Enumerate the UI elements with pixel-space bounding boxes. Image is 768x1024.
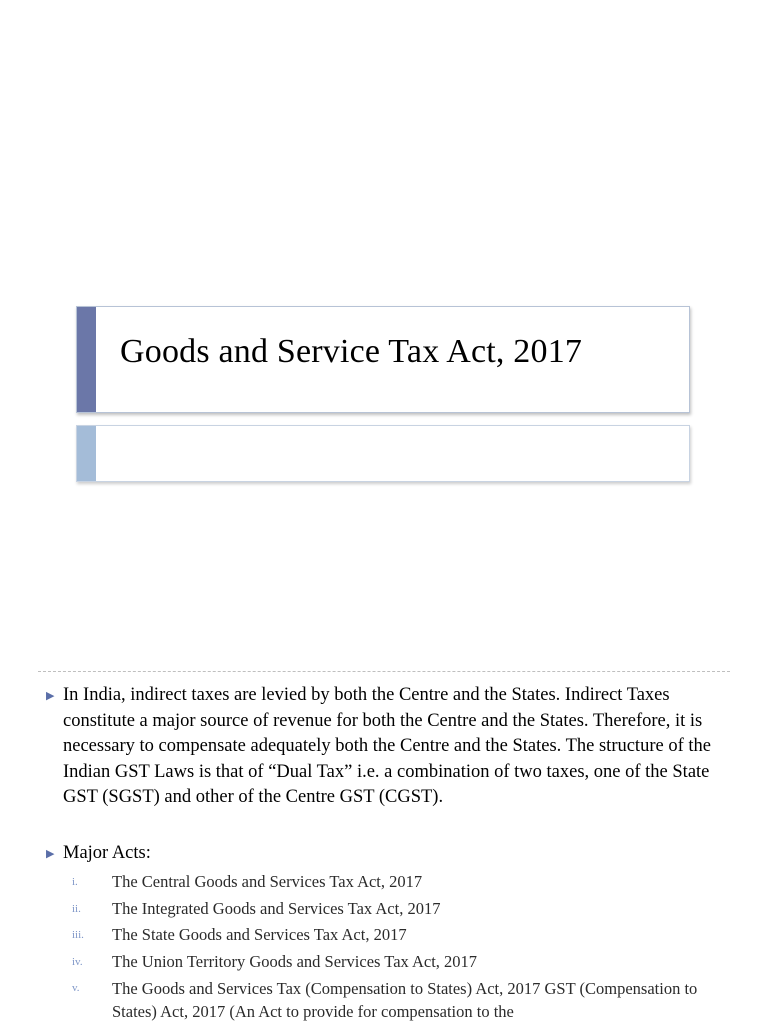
list-number: iv. (72, 955, 83, 968)
slide-title: Goods and Service Tax Act, 2017 (120, 333, 583, 370)
list-item-text: The Goods and Services Tax (Compensation to States) Act, 2017 GST (Compensation to States) Act, 2017 (An Act to provide for compensation to the (112, 979, 698, 1021)
list-item-text: The Integrated Goods and Services Tax Act, 2017 (112, 898, 441, 918)
bullet-major-acts-text: Major Acts: (63, 843, 151, 863)
list-item (72, 949, 722, 976)
list-item-text: The Central Goods and Services Tax Act, 2017 (112, 872, 423, 891)
bullet-intro (46, 683, 726, 811)
list-item (72, 922, 722, 949)
list-item (72, 975, 722, 1023)
list-number: ii. (72, 902, 81, 915)
list-item-text: The State Goods and Services Tax Act, 2017 (112, 925, 407, 944)
subtitle-placeholder (76, 425, 690, 482)
list-number: iii. (72, 929, 84, 941)
list-item (72, 896, 722, 923)
page-divider (38, 671, 730, 672)
bullet-triangle-icon: ▶ (46, 847, 55, 860)
list-item (72, 869, 722, 896)
bullet-triangle-icon: ▶ (46, 689, 55, 702)
title-accent-bar (77, 307, 96, 412)
bullet-intro-text: In India, indirect taxes are levied by both the Centre and the States. Indirect Taxes constitute a major source of revenue for both the Centre and the States. Therefore, it is necessary to compensate adequately both the Centre and the States. The structure of the Indian GST Laws is that of “Dual Tax” i.e. a combination of two taxes, one of the State GST (SGST) and other of the Centre GST (CGST). (63, 685, 711, 808)
list-number: v. (72, 982, 80, 994)
list-number: i. (72, 876, 78, 888)
subtitle-accent-bar (77, 426, 96, 481)
content-slide (0, 680, 768, 1024)
acts-list (72, 869, 722, 1023)
title-placeholder (76, 306, 690, 413)
bullet-major-acts (46, 841, 726, 867)
list-item-text: The Union Territory Goods and Services Tax Act, 2017 (112, 951, 478, 971)
